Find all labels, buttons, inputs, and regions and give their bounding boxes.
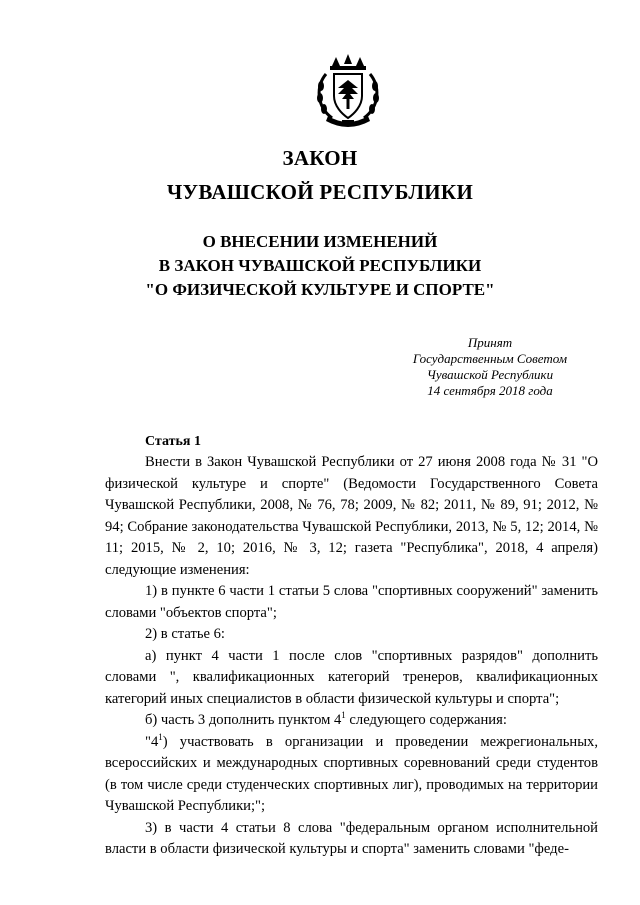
paragraph-item-1: 1) в пункте 6 части 1 статьи 5 слова "спортивных сооружений" заменить словами "объектов спорта"; (105, 583, 598, 621)
superscript: 1 (341, 710, 346, 721)
adoption-line: Чувашской Республики (426, 367, 554, 382)
adoption-line: Государственным Советом (412, 351, 568, 366)
paragraph-item-2a: а) пункт 4 части 1 после слов "спортивных разрядов" дополнить словами ", квалификационных категорий тренеров, квалификационных категорий иных специалистов в области физической культуры и спорта"; (105, 647, 598, 707)
subtitle-line: "О ФИЗИЧЕСКОЙ КУЛЬТУРЕ И СПОРТЕ" (145, 280, 495, 299)
coat-of-arms-icon (312, 52, 384, 128)
document-title: ЗАКОН (282, 146, 358, 170)
paragraph-text: б) часть 3 дополнить пунктом 4 (145, 712, 342, 728)
adoption-date: 14 сентября 2018 года (427, 383, 553, 398)
article-heading: Статья 1 (145, 434, 201, 449)
article-body (105, 452, 598, 861)
document-title-republic: ЧУВАШСКОЙ РЕСПУБЛИКИ (166, 180, 474, 204)
paragraph-text: ) участвовать в организации и проведении межрегиональных, всероссийских и международных спортивных соревнований среди студентов (в том числе среди студенческих спортивных лиг), проводимых на территории Чувашской Республики;"; (105, 733, 598, 814)
superscript: 1 (158, 731, 163, 742)
paragraph-item-2: 2) в статье 6: (145, 626, 225, 642)
paragraph-quoted-item (105, 732, 598, 818)
subtitle-line: О ВНЕСЕНИИ ИЗМЕНЕНИЙ (202, 232, 438, 251)
adoption-line: Принят (467, 335, 513, 350)
paragraph-text: "4 (145, 733, 159, 750)
document-subtitle (0, 230, 640, 302)
paragraph-item-3: 3) в части 4 статьи 8 слова "федеральным органом исполнительной власти в области физической культуры и спорта" заменить словами "феде- (105, 819, 598, 857)
paragraph-item-2b (105, 710, 598, 732)
paragraph-text: следующего содержания: (345, 712, 507, 728)
adoption-note (400, 335, 580, 399)
subtitle-line: В ЗАКОН ЧУВАШСКОЙ РЕСПУБЛИКИ (158, 256, 482, 275)
paragraph-intro: Внести в Закон Чувашской Республики от 27 июня 2008 года № 31 "О физической культуре и спорте" (Ведомости Государственного Совета Чувашской Республики, 2008, № 76, 78; 2009, № 82; 2011, № 89, 91; 2012, № 94; Собрание законодательства Чувашской Республики, 2013, № 5, 12; 2014, № 11; 2015, № 2, 10; 2016, № 3, 12; газета "Республика", 2018, 4 апреля) следующие изменения: (105, 454, 598, 578)
